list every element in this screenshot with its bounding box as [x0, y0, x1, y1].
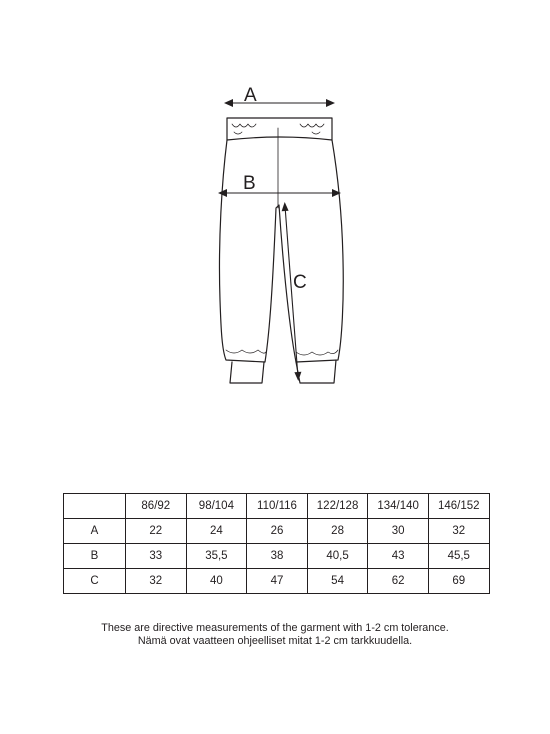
measure-c-arrow-bottom: [294, 372, 301, 381]
table-cell: 38: [247, 544, 308, 569]
table-cell: 54: [307, 569, 368, 594]
table-row: [64, 569, 490, 594]
table-row: [64, 519, 490, 544]
size-header: 134/140: [368, 494, 429, 519]
row-label: C: [64, 569, 126, 594]
size-header: 146/152: [428, 494, 489, 519]
table-cell: 26: [247, 519, 308, 544]
table-corner-cell: [64, 494, 126, 519]
measure-b-label: B: [243, 173, 256, 194]
table-cell: 40: [186, 569, 247, 594]
measurement-note: [0, 622, 550, 648]
table-cell: 35,5: [186, 544, 247, 569]
note-english: These are directive measurements of the garment with 1-2 cm tolerance.: [101, 622, 449, 634]
measure-c-arrow-top: [282, 202, 289, 211]
table-cell: 40,5: [307, 544, 368, 569]
table-cell: 32: [126, 569, 187, 594]
size-header: 122/128: [307, 494, 368, 519]
measure-a-arrow-left: [224, 99, 233, 107]
measure-a-arrow-right: [326, 99, 335, 107]
waistband-outline: [227, 118, 332, 140]
size-header: 86/92: [126, 494, 187, 519]
measure-a-label: A: [244, 85, 257, 106]
table-cell: 30: [368, 519, 429, 544]
table-cell: 43: [368, 544, 429, 569]
note-finnish: Nämä ovat vaatteen ohjeelliset mitat 1-2 cm tarkkuudella.: [137, 635, 413, 647]
right-cuff: [296, 360, 336, 383]
left-cuff: [230, 362, 264, 383]
table-cell: 22: [126, 519, 187, 544]
table-cell: 24: [186, 519, 247, 544]
size-table: [63, 493, 490, 594]
pants-body-outline: [219, 140, 343, 362]
size-header: 110/116: [247, 494, 308, 519]
size-header: 98/104: [186, 494, 247, 519]
table-cell: 33: [126, 544, 187, 569]
table-cell: 69: [428, 569, 489, 594]
right-cuff-gathers: [296, 350, 338, 355]
row-label: A: [64, 519, 126, 544]
table-header-row: [64, 494, 490, 519]
table-cell: 47: [247, 569, 308, 594]
table-cell: 62: [368, 569, 429, 594]
left-cuff-gathers: [226, 350, 266, 353]
table-cell: 28: [307, 519, 368, 544]
row-label: B: [64, 544, 126, 569]
table-row: [64, 544, 490, 569]
measure-c-label: C: [293, 272, 307, 293]
table-cell: 32: [428, 519, 489, 544]
table-cell: 45,5: [428, 544, 489, 569]
